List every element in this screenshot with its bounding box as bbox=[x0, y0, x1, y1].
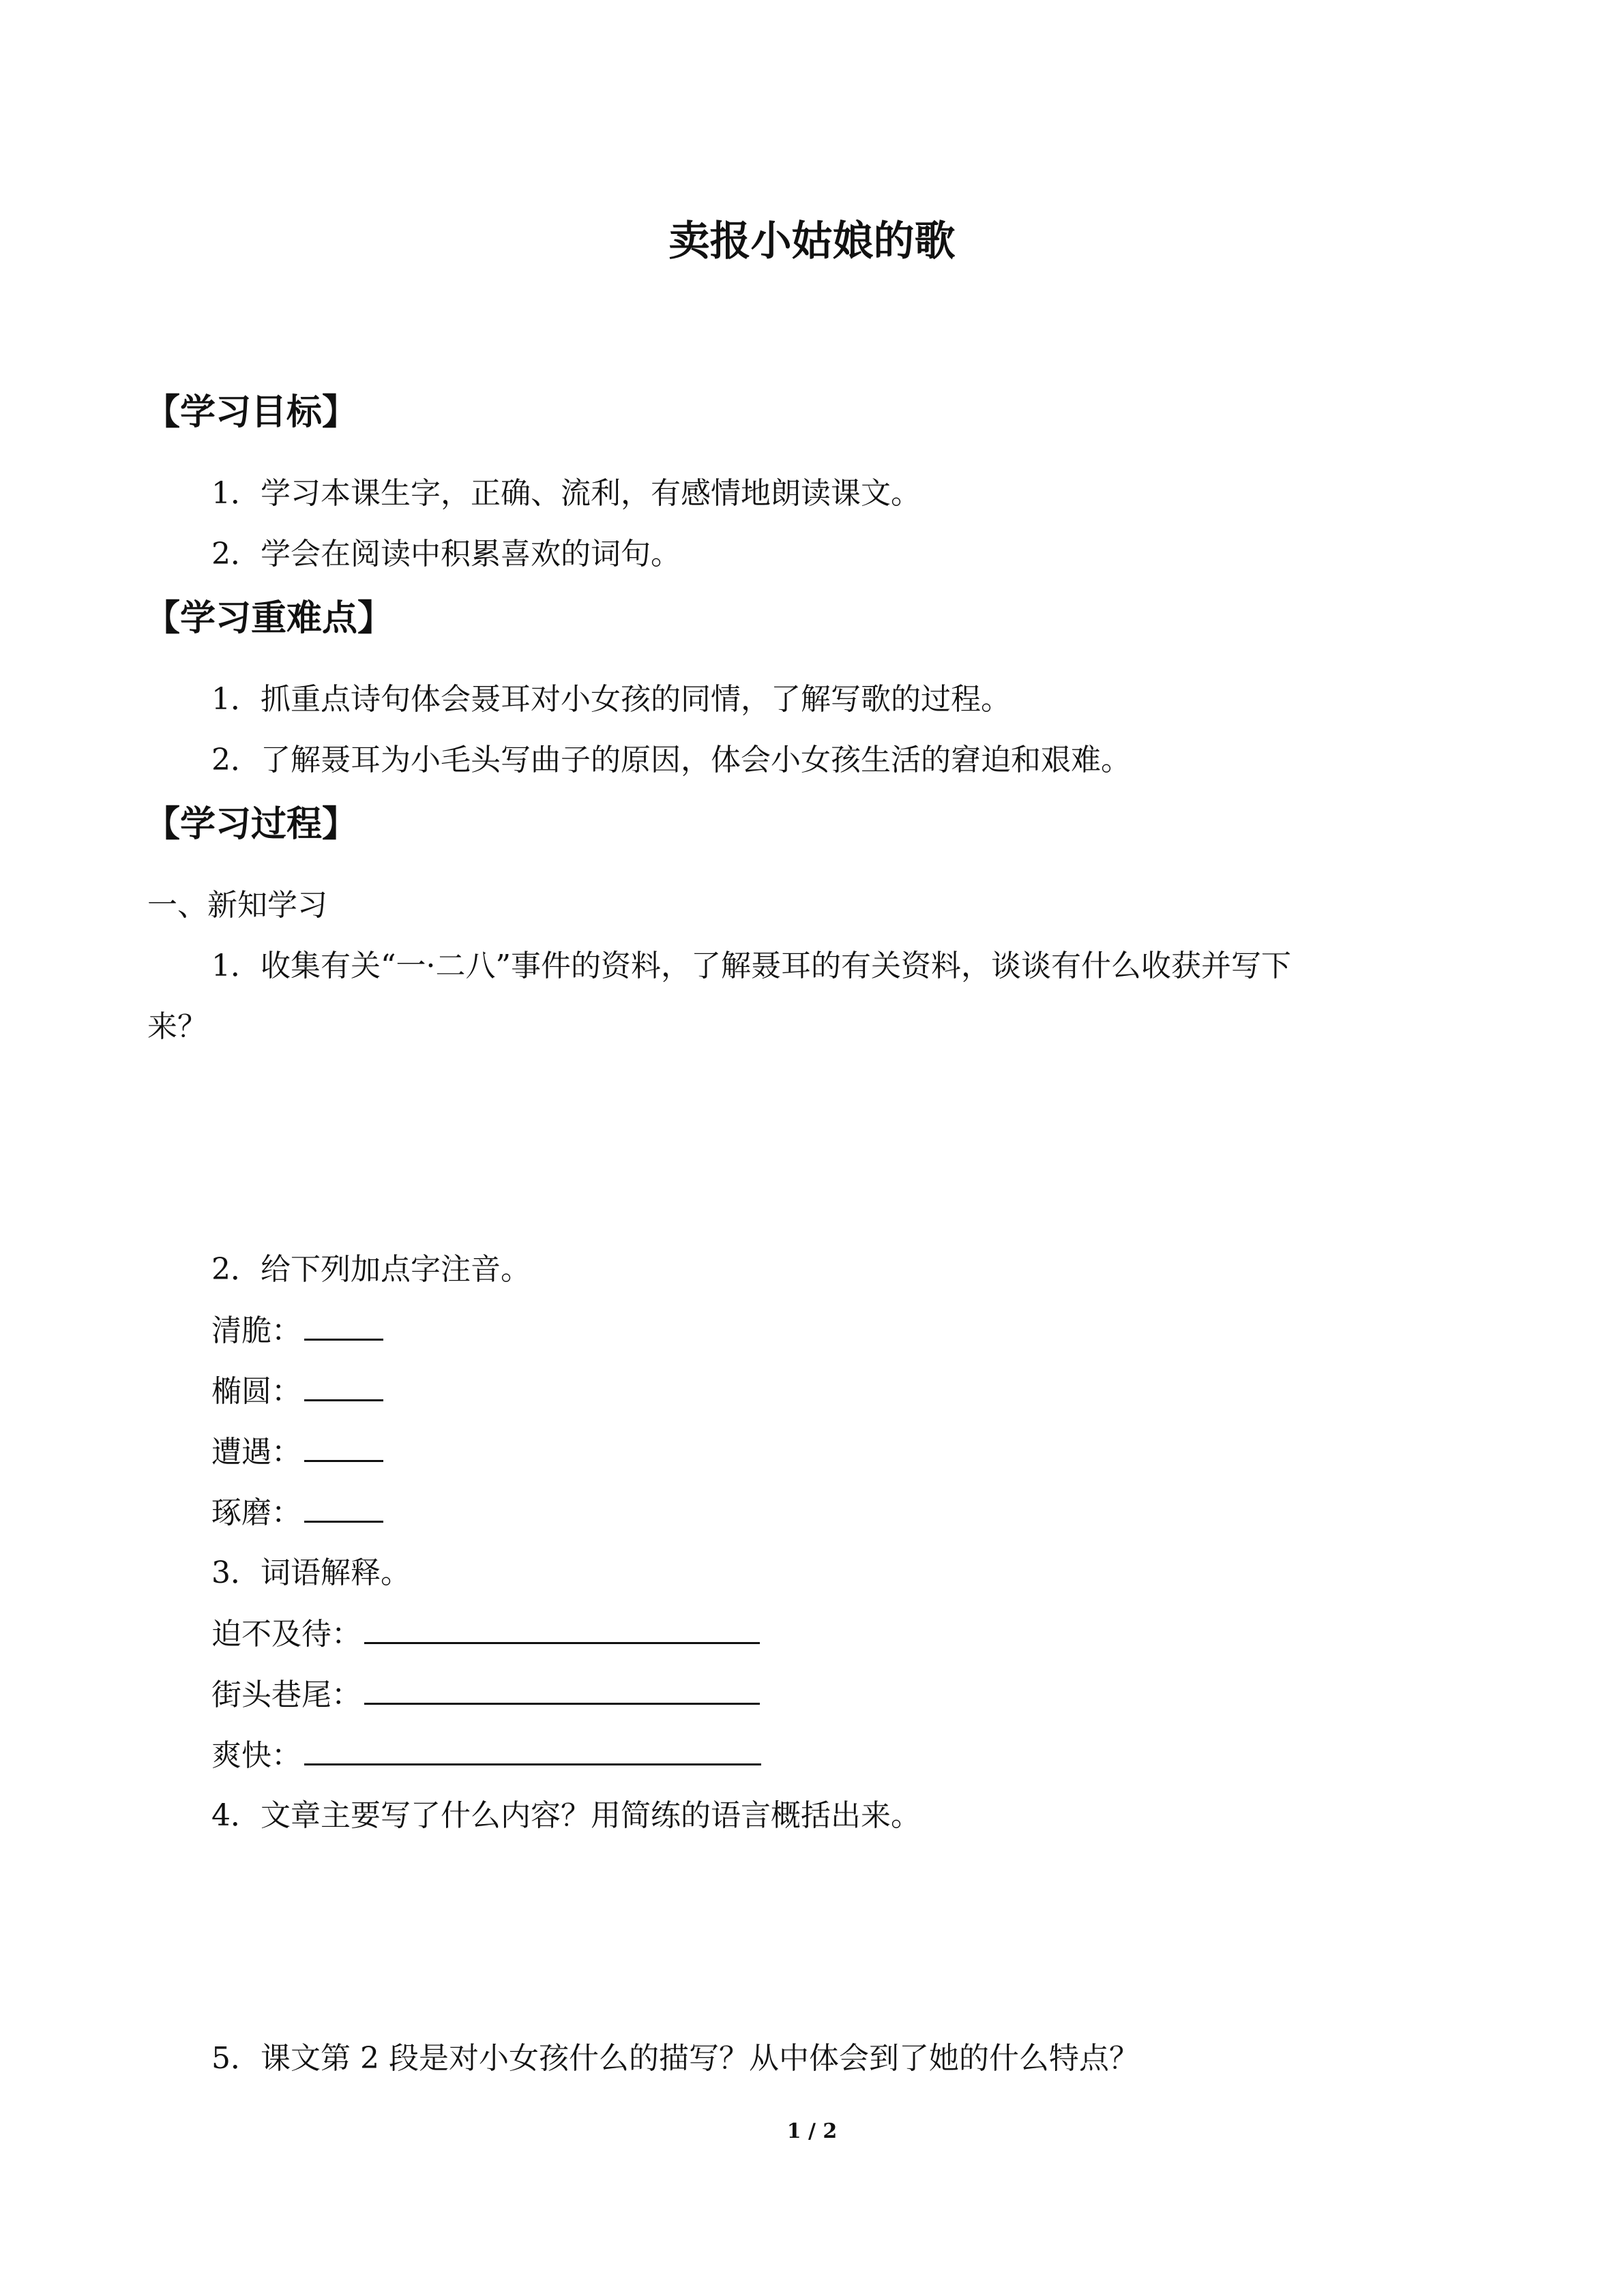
definition-row-1 bbox=[211, 1615, 760, 1654]
pinyin-word-2: 椭圆： bbox=[211, 1374, 301, 1409]
answer-blank[interactable] bbox=[304, 1372, 383, 1401]
section-heading-key-points: 【学习重难点】 bbox=[145, 597, 394, 639]
pinyin-word-1: 清脆： bbox=[211, 1313, 301, 1348]
definition-word-2: 街头巷尾： bbox=[211, 1678, 361, 1712]
pinyin-row-2 bbox=[211, 1372, 383, 1411]
question-1-line-2: 来？ bbox=[147, 1009, 207, 1044]
pinyin-row-4 bbox=[211, 1493, 383, 1532]
definition-word-1: 迫不及待： bbox=[211, 1617, 361, 1652]
answer-blank[interactable] bbox=[304, 1736, 761, 1765]
answer-blank[interactable] bbox=[304, 1493, 383, 1523]
section-heading-process: 【学习过程】 bbox=[145, 803, 358, 845]
pinyin-word-4: 琢磨： bbox=[211, 1495, 301, 1530]
question-1-line-1: 1．收集有关“一·二八”事件的资料，了解聂耳的有关资料，谈谈有什么收获并写下 bbox=[211, 949, 1291, 983]
goal-item-1: 1．学习本课生字，正确、流利，有感情地朗读课文。 bbox=[211, 476, 921, 511]
page-number: 1 / 2 bbox=[786, 2119, 838, 2143]
question-4: 4．文章主要写了什么内容？用简练的语言概括出来。 bbox=[211, 1798, 921, 1833]
page-title: 卖报小姑娘的歌 bbox=[668, 218, 956, 265]
answer-blank[interactable] bbox=[304, 1311, 383, 1341]
pinyin-row-1 bbox=[211, 1311, 383, 1350]
answer-blank[interactable] bbox=[364, 1675, 760, 1705]
key-point-item-2: 2．了解聂耳为小毛头写曲子的原因，体会小女孩生活的窘迫和艰难。 bbox=[211, 743, 1131, 777]
definition-word-3: 爽快： bbox=[211, 1738, 301, 1773]
answer-blank[interactable] bbox=[364, 1615, 760, 1644]
question-3: 3．词语解释。 bbox=[211, 1555, 411, 1590]
question-5: 5．课文第 2 段是对小女孩什么的描写？从中体会到了她的什么特点？ bbox=[211, 2041, 1139, 2076]
definition-row-2 bbox=[211, 1675, 760, 1714]
section-heading-goals: 【学习目标】 bbox=[145, 391, 358, 433]
pinyin-row-3 bbox=[211, 1433, 383, 1472]
definition-row-3 bbox=[211, 1736, 761, 1775]
question-2: 2．给下列加点字注音。 bbox=[211, 1252, 531, 1287]
part-heading-new-learning: 一、新知学习 bbox=[147, 888, 327, 923]
pinyin-word-3: 遭遇： bbox=[211, 1435, 301, 1470]
key-point-item-1: 1．抓重点诗句体会聂耳对小女孩的同情，了解写歌的过程。 bbox=[211, 682, 1011, 717]
answer-blank[interactable] bbox=[304, 1433, 383, 1462]
goal-item-2: 2．学会在阅读中积累喜欢的词句。 bbox=[211, 537, 681, 571]
